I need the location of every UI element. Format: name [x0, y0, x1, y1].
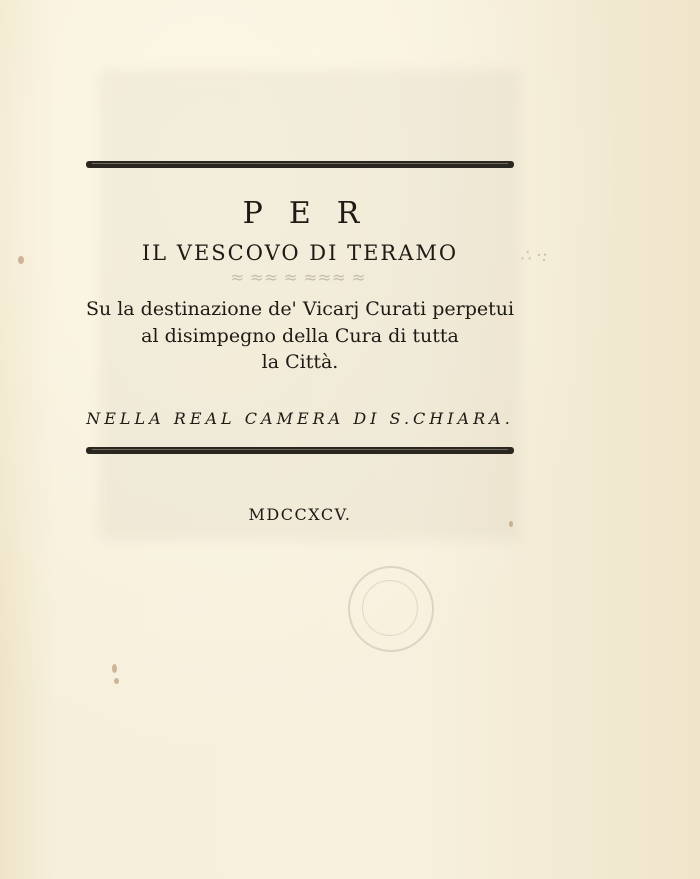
bleed-through-mark: ≈ ≈≈ ≈ ≈≈≈ ≈ — [230, 268, 366, 288]
library-stamp — [348, 566, 434, 652]
subtitle-line-2: al disimpegno della Cura di tutta — [141, 325, 459, 347]
year-imprint: MDCCXCV. — [248, 505, 352, 524]
per-heading: PER — [242, 196, 386, 231]
stain-spot — [18, 256, 24, 264]
court-line: NELLA REAL CAMERA DI S.CHIARA. — [86, 409, 514, 428]
bottom-rule — [86, 447, 514, 454]
subtitle-line-1: Su la destinazione de' Vicarj Curati perpetui — [85, 298, 515, 320]
subtitle-line-3: la Città. — [261, 351, 339, 373]
stain-spot — [112, 664, 117, 673]
page-title: IL VESCOVO DI TERAMO — [141, 241, 459, 265]
top-rule — [86, 161, 514, 168]
bleed-through-mark: ∴ ·: — [520, 246, 548, 266]
stain-spot — [509, 521, 513, 527]
stain-spot — [114, 678, 119, 684]
